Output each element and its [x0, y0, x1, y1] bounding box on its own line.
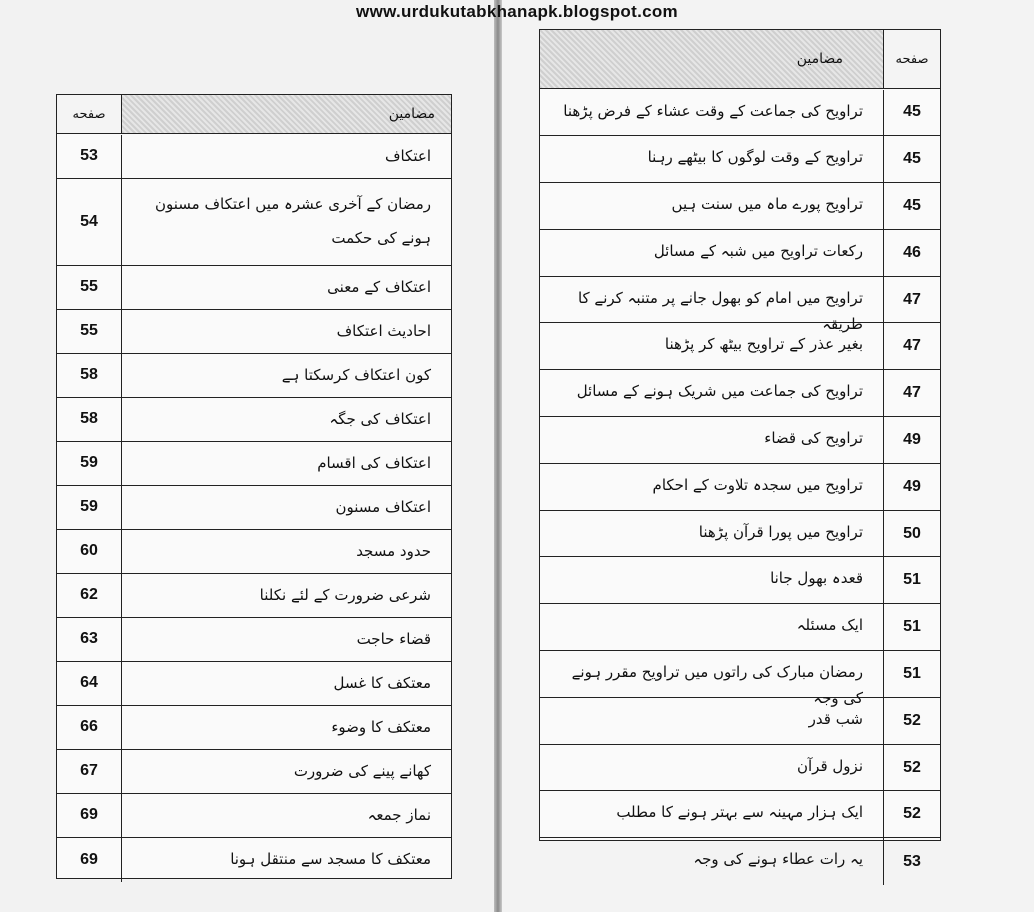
table-row	[540, 464, 940, 511]
page-number: 52	[883, 791, 940, 837]
page-number: 46	[883, 230, 940, 276]
right-table-header	[540, 30, 940, 89]
page-number: 47	[883, 370, 940, 416]
topic-title: ایک مسئلہ	[796, 616, 863, 635]
table-row	[57, 794, 451, 838]
page-number: 63	[57, 618, 122, 661]
page-number: 66	[57, 706, 122, 749]
page-number: 55	[57, 310, 122, 353]
topic-title: معتکف کا غسل	[333, 673, 431, 692]
right-topics-column-header: مضامین	[540, 30, 883, 88]
table-row	[57, 838, 451, 882]
topic-title: تراویح میں سجدہ تلاوت کے احکام	[652, 475, 863, 494]
page-number: 54	[57, 179, 122, 265]
page-number: 69	[57, 838, 122, 882]
table-row	[540, 183, 940, 230]
topic-title: شرعی ضرورت کے لئے نکلنا	[259, 585, 431, 604]
topic-title: تراویح میں پورا قرآن پڑھنا	[698, 522, 863, 541]
topic-title: اعتکاف کے معنی	[327, 277, 431, 296]
table-row	[57, 530, 451, 574]
table-row	[57, 398, 451, 442]
page-number: 45	[883, 90, 940, 136]
topic-title: بغیر عذر کے تراویح بیٹھ کر پڑھنا	[664, 335, 863, 354]
topic-title: قضاء حاجت	[356, 629, 431, 648]
page-number: 53	[57, 135, 122, 178]
topic-title: احادیث اعتکاف	[336, 321, 431, 340]
right-table-rows	[540, 90, 940, 870]
topic-title: اعتکاف	[384, 146, 431, 165]
page-number: 58	[57, 398, 122, 441]
table-row	[540, 698, 940, 745]
table-row	[540, 370, 940, 417]
book-gutter	[494, 0, 502, 912]
left-page-column-header: صفحه	[57, 95, 122, 133]
topic-title: نماز جمعہ	[367, 805, 431, 824]
topic-title: کون اعتکاف کرسکتا ہے	[281, 365, 431, 384]
table-row	[540, 136, 940, 183]
page-number: 67	[57, 750, 122, 793]
table-row	[540, 277, 940, 333]
topic-title: رمضان کے آخری عشرہ میں اعتکاف مسنون ہونے کی حکمت	[155, 194, 431, 247]
page-number: 51	[883, 557, 940, 603]
left-contents-table	[56, 94, 452, 879]
left-table-rows	[57, 135, 451, 879]
topic-title: اعتکاف مسنون	[335, 497, 431, 516]
page-number: 51	[883, 604, 940, 650]
table-row	[57, 179, 451, 266]
right-contents-table	[539, 29, 941, 870]
page-number: 62	[57, 574, 122, 617]
page-number: 45	[883, 136, 940, 182]
table-row	[57, 135, 451, 179]
topic-title: تراویح کی قضاء	[764, 429, 863, 448]
page-number: 49	[883, 417, 940, 463]
table-row	[57, 706, 451, 750]
topic-title: اعتکاف کی اقسام	[317, 453, 431, 472]
topic-title: تراویح میں امام کو بھول جانے پر متنبہ کرنے کا طریقہ	[577, 288, 863, 333]
topic-title: ایک ہزار مہینہ سے بہتر ہونے کا مطلب	[616, 803, 863, 822]
page-number: 60	[57, 530, 122, 573]
topic-title: معتکف کا وضوء	[331, 717, 431, 736]
table-row	[57, 354, 451, 398]
page-number: 45	[883, 183, 940, 229]
topic-title: حدود مسجد	[356, 541, 431, 560]
topic-title: رکعات تراویح میں شبہ کے مسائل	[653, 241, 863, 260]
table-row	[57, 266, 451, 310]
table-row	[57, 310, 451, 354]
table-row	[540, 745, 940, 792]
topic-title: شب قدر	[808, 709, 863, 728]
topic-title: تراویح پورے ماہ میں سنت ہیں	[671, 195, 863, 214]
table-row	[540, 417, 940, 464]
page-number: 59	[57, 442, 122, 485]
site-url: www.urdukutabkhanapk.blogspot.com	[356, 2, 678, 21]
topic-title: کھانے پینے کی ضرورت	[293, 761, 431, 780]
topic-title: تراویح کے وقت لوگوں کا بیٹھے رہنا	[647, 148, 863, 167]
table-row	[540, 323, 940, 370]
table-row	[540, 604, 940, 651]
topic-title: نزول قرآن	[797, 756, 863, 775]
page-number: 64	[57, 662, 122, 705]
page-number: 49	[883, 464, 940, 510]
left-topics-column-header: مضامین	[122, 95, 451, 133]
page-number: 47	[883, 323, 940, 369]
topic-title: اعتکاف کی جگہ	[329, 409, 431, 428]
topic-title: رمضان مبارک کی راتوں میں تراویح مقرر ہونے کی وجہ	[571, 663, 863, 708]
table-row	[57, 442, 451, 486]
page-number: 50	[883, 511, 940, 557]
table-row	[57, 662, 451, 706]
page-number: 52	[883, 698, 940, 744]
table-row	[540, 557, 940, 604]
page-number: 55	[57, 266, 122, 309]
table-row	[540, 651, 940, 708]
table-row	[57, 486, 451, 530]
table-row	[540, 230, 940, 277]
table-row	[540, 838, 940, 885]
page-number: 69	[57, 794, 122, 837]
table-row	[540, 511, 940, 558]
topic-title: تراویح کی جماعت میں شریک ہونے کے مسائل	[576, 382, 863, 401]
right-page-column-header: صفحه	[883, 30, 940, 88]
page-number: 51	[883, 651, 940, 697]
table-row	[57, 750, 451, 794]
table-row	[540, 90, 940, 137]
page-number: 58	[57, 354, 122, 397]
page-number: 53	[883, 838, 940, 885]
table-row	[540, 791, 940, 838]
left-table-header	[57, 95, 451, 134]
topic-title: معتکف کا مسجد سے منتقل ہونا	[230, 849, 431, 868]
page-number: 47	[883, 277, 940, 323]
topic-title: قعدہ بھول جانا	[770, 569, 863, 588]
table-row	[57, 618, 451, 662]
topic-title: تراویح کی جماعت کے وقت عشاء کے فرض پڑھنا	[563, 101, 863, 120]
topic-title: یہ رات عطاء ہونے کی وجہ	[693, 850, 863, 869]
page-number: 52	[883, 745, 940, 791]
page-number: 59	[57, 486, 122, 529]
table-row	[57, 574, 451, 618]
